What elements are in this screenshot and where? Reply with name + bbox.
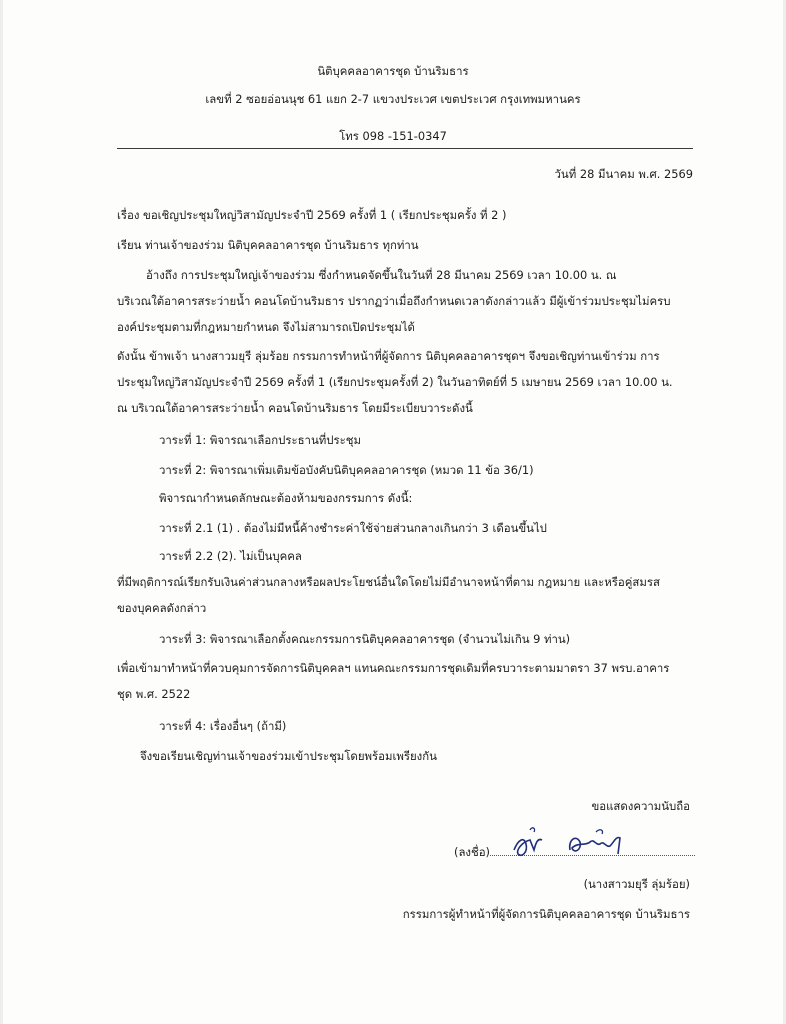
agenda-item-2: วาระที่ 2: พิจารณาเพิ่มเติมข้อบังคับนิติบุคคลอาคารชุด (หมวด 11 ข้อ 36/1) — [159, 463, 534, 477]
body-line: ณ บริเวณใต้อาคารสระว่ายน้ำ คอนโดบ้านริมธาร โดยมีระเบียบวาระดังนี้ — [117, 401, 473, 415]
letter-date: วันที่ 28 มีนาคม พ.ศ. 2569 — [554, 167, 693, 181]
header-divider — [117, 148, 693, 149]
scan-edge-left — [0, 0, 3, 1024]
org-phone: โทร 098 -151-0347 — [339, 129, 447, 143]
signatory-name: (นางสาวมยุรี ลุ่มร้อย) — [583, 877, 690, 891]
signatory-position: กรรมการผู้ทำหน้าที่ผู้จัดการนิติบุคคลอาคารชุด บ้านริมธาร — [402, 907, 690, 921]
signature-label: (ลงชื่อ) — [454, 845, 491, 859]
agenda-item-2-2-continued: ที่มีพฤติการณ์เรียกรับเงินค่าส่วนกลางหรือผลประโยชน์อื่นใดโดยไม่มีอำนาจหน้าที่ตาม กฎหมาย และหรือคู่สมรส — [117, 575, 660, 589]
org-name: นิติบุคคลอาคารชุด บ้านริมธาร — [317, 64, 469, 78]
agenda-item-2-intro: พิจารณากำหนดลักษณะต้องห้ามของกรรมการ ดังนี้: — [159, 491, 413, 505]
agenda-item-1: วาระที่ 1: พิจารณาเลือกประธานที่ประชุม — [159, 433, 361, 447]
agenda-item-4: วาระที่ 4: เรื่องอื่นๆ (ถ้ามี) — [159, 719, 287, 733]
agenda-item-3-continued: เพื่อเข้ามาทำหน้าที่ควบคุมการจัดการนิติบุคคลฯ แทนคณะกรรมการชุดเดิมที่ครบวาระตามมาตรา 37 พรบ.อาคาร — [117, 661, 670, 675]
agenda-item-2-2-continued: ของบุคคลดังกล่าว — [117, 601, 207, 615]
body-line: องค์ประชุมตามที่กฎหมายกำหนด จึงไม่สามารถเปิดประชุมได้ — [117, 320, 415, 334]
agenda-item-3: วาระที่ 3: พิจารณาเลือกตั้งคณะกรรมการนิติบุคคลอาคารชุด (จำนวนไม่เกิน 9 ท่าน) — [159, 632, 571, 646]
closing-sentence: จึงขอเรียนเชิญท่านเจ้าของร่วมเข้าประชุมโดยพร้อมเพรียงกัน — [140, 749, 437, 763]
org-address: เลขที่ 2 ซอยอ่อนนุช 61 แยก 2-7 แขวงประเวศ เขตประเวศ กรุงเทพมหานคร — [205, 92, 581, 106]
letter-recipient: เรียน ท่านเจ้าของร่วม นิติบุคคลอาคารชุด บ้านริมธาร ทุกท่าน — [117, 238, 419, 252]
body-line: ประชุมใหญ่วิสามัญประจำปี 2569 ครั้งที่ 1 (เรียกประชุมครั้งที่ 2) ในวันอาทิตย์ที่ 5 เมษายน 2569 เวลา 10.00 น. — [117, 375, 673, 389]
agenda-item-2-1: วาระที่ 2.1 (1) . ต้องไม่มีหนี้ค้างชำระค่าใช้จ่ายส่วนกลางเกินกว่า 3 เดือนขึ้นไป — [159, 521, 547, 535]
regards: ขอแสดงความนับถือ — [591, 799, 690, 813]
body-line: บริเวณใต้อาคารสระว่ายน้ำ คอนโดบ้านริมธาร ปรากฏว่าเมื่อถึงกำหนดเวลาดังกล่าวแล้ว มีผู้เข้าร่วมประชุมไม่ครบ — [117, 294, 671, 308]
body-line: ดังนั้น ข้าพเจ้า นางสาวมยุรี ลุ่มร้อย กรรมการทำหน้าที่ผู้จัดการ นิติบุคคลอาคารชุดฯ จึงขอเชิญท่านเข้าร่วม การ — [117, 349, 660, 363]
agenda-item-2-2: วาระที่ 2.2 (2). ไม่เป็นบุคคล — [159, 549, 302, 563]
handwritten-signature — [508, 820, 638, 864]
letter-subject: เรื่อง ขอเชิญประชุมใหญ่วิสามัญประจำปี 2569 ครั้งที่ 1 ( เรียกประชุมครั้ง ที่ 2 ) — [117, 208, 507, 222]
body-line: อ้างถึง การประชุมใหญ่เจ้าของร่วม ซึ่งกำหนดจัดขึ้นในวันที่ 28 มีนาคม 2569 เวลา 10.00 น. ณ — [146, 268, 617, 282]
agenda-item-3-continued: ชุด พ.ศ. 2522 — [117, 687, 191, 701]
